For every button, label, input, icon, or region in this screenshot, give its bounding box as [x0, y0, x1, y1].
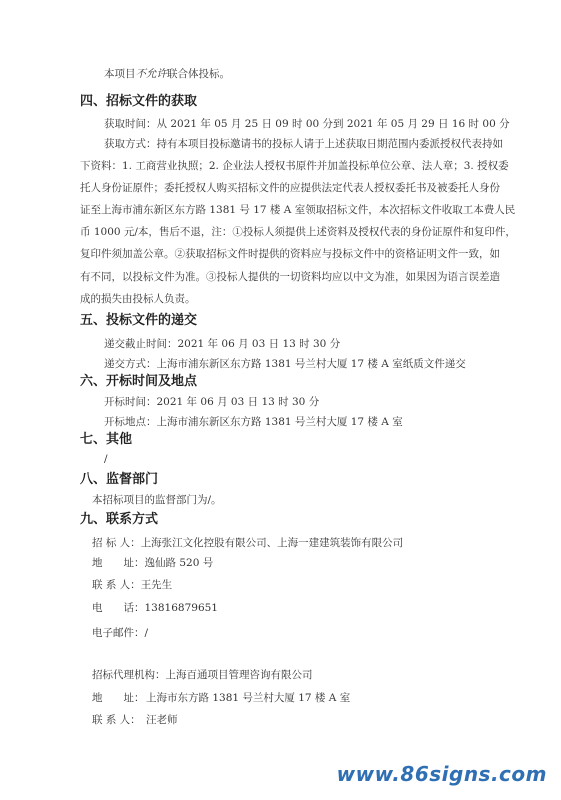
agency-label: 招标代理机构：	[92, 669, 166, 681]
phone-value: 13816879651	[144, 602, 218, 614]
opening-time: 开标时间：2021 年 06 月 03 日 13 时 30 分	[104, 396, 320, 408]
section-7-title: 七、其他	[80, 432, 133, 447]
agency-address-row	[92, 691, 350, 705]
agency-row	[92, 668, 313, 682]
agency-contact-label: 联 系 人：	[92, 714, 141, 726]
email-row	[92, 626, 148, 640]
supervision-content: 本招标项目的监督部门为/。	[92, 494, 222, 506]
joint-bid-suffix: 联合体投标。	[167, 68, 230, 80]
contact-label: 联 系 人：	[92, 579, 141, 591]
address-label: 地 址：	[92, 557, 145, 569]
acquisition-time: 获取时间：从 2021 年 05 月 25 日 09 时 00 分到 2021 年 05 月 29 日 16 时 00 分	[104, 118, 510, 130]
site-watermark: www.86signs.com	[336, 762, 547, 786]
address-value: 逸仙路 520 号	[144, 557, 214, 569]
other-content: /	[104, 453, 108, 465]
agency-address-value: 上海市东方路 1381 号兰村大厦 17 楼 A 室	[146, 692, 351, 704]
section-8-title: 八、监督部门	[80, 472, 159, 487]
joint-bid-prefix: 本项目	[104, 68, 136, 80]
tenderer-value: 上海张江文化控股有限公司、上海一建建筑装饰有限公司	[140, 537, 404, 549]
section-4-title: 四、招标文件的获取	[80, 94, 198, 109]
joint-bid-note	[104, 67, 230, 81]
section-6-title: 六、开标时间及地点	[80, 374, 198, 389]
section-5-title: 五、投标文件的递交	[80, 313, 198, 328]
email-label: 电子邮件：	[92, 627, 145, 639]
tenderer-row	[92, 536, 403, 550]
phone-row	[92, 601, 218, 615]
agency-contact-row	[92, 713, 178, 727]
opening-place: 开标地点：上海市浦东新区东方路 1381 号兰村大厦 17 楼 A 室	[104, 416, 403, 428]
agency-value: 上海百通项目管理咨询有限公司	[165, 669, 313, 681]
submission-location: 递交方式：上海市浦东新区东方路 1381 号兰村大厦 17 楼 A 室纸质文件递交	[104, 358, 466, 370]
agency-contact-value: 汪老师	[146, 714, 178, 726]
agency-address-label: 地 址：	[92, 692, 145, 704]
joint-bid-emphasis: 不允许	[135, 68, 167, 80]
acquisition-method-line: 托人身份证原件；委托授权人购买招标文件的应提供法定代表人授权委托书及被委托人身份	[80, 182, 500, 194]
section-9-title: 九、联系方式	[80, 512, 159, 527]
acquisition-method-line: 复印件须加盖公章。②获取招标文件时提供的资料应与投标文件中的资格证明文件一致，如	[80, 248, 500, 260]
submission-deadline: 递交截止时间：2021 年 06 月 03 日 13 时 30 分	[104, 338, 341, 350]
contact-value: 王先生	[140, 579, 173, 591]
acquisition-method-line: 成的损失由投标人负责。	[80, 293, 196, 305]
phone-label: 电 话：	[92, 602, 145, 614]
acquisition-method-line: 证至上海市浦东新区东方路 1381 号 17 楼 A 室领取招标文件，本次招标文件收取工本费人民	[80, 204, 516, 216]
address-row	[92, 556, 213, 570]
tenderer-label: 招 标 人：	[92, 537, 141, 549]
contact-row	[92, 578, 172, 592]
acquisition-method-line: 下资料：1. 工商营业执照；2. 企业法人授权书原件并加盖投标单位公章、法人章；3. 授权委	[80, 160, 509, 172]
acquisition-method-line: 有不同，以投标文件为准。③投标人提供的一切资料均应以中文为准，如果因为语言误差造	[80, 271, 500, 283]
email-value: /	[144, 627, 149, 639]
acquisition-method-line: 币 1000 元/本，售后不退，注：①投标人须提供上述资料及授权代表的身份证原件和复印件，	[80, 226, 516, 238]
acquisition-method-line: 获取方式：持有本项目投标邀请书的投标人请于上述获取日期范围内委派授权代表持如	[104, 138, 503, 150]
